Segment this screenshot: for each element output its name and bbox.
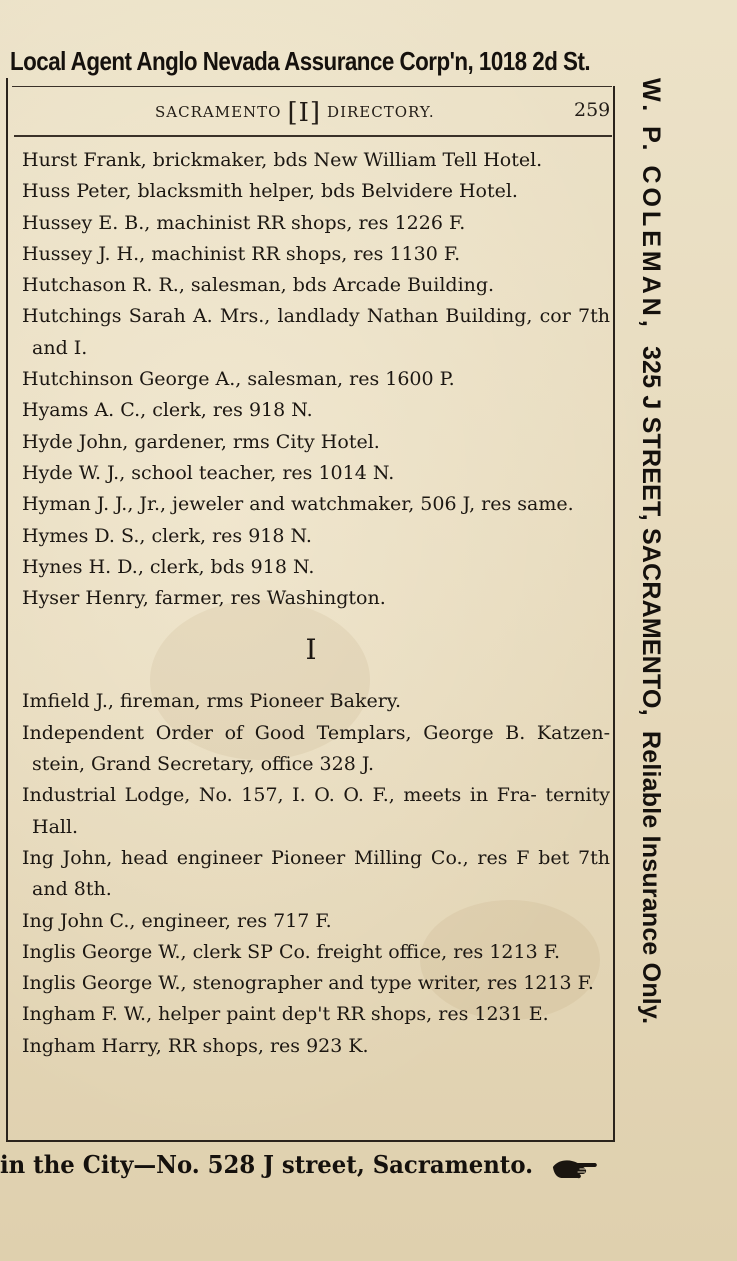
directory-entry: Hynes H. D., clerk, bds 918 N.: [22, 555, 315, 578]
directory-entry: Hyde W. J., school teacher, res 1014 N.: [22, 461, 395, 484]
directory-entry: Hyams A. C., clerk, res 918 N.: [22, 399, 313, 422]
directory-entry: Hussey E. B., machinist RR shops, res 1226 F.: [22, 211, 466, 234]
running-head-city: SACRAMENTO: [155, 103, 282, 121]
header-top-rule: [12, 86, 612, 87]
directory-entry: Huss Peter, blacksmith helper, bds Belvidere Hotel.: [22, 180, 518, 203]
running-head-letter: I: [298, 98, 310, 128]
section-letter-heading: I: [305, 633, 317, 667]
pointing-hand-icon: [551, 1155, 599, 1185]
directory-entry: Hurst Frank, brickmaker, bds New William Tell Hotel.: [22, 149, 543, 171]
left-border-rule: [6, 78, 8, 1140]
directory-entries: [12, 145, 610, 1062]
directory-entry: Independent Order of Good Templars, George B. Katzen- stein, Grand Secretary, office 328 J.: [22, 721, 610, 776]
right-border-rule: [613, 86, 615, 1142]
side-ad-tagline: Reliable Insurance Only.: [637, 731, 665, 1025]
directory-entry: Ingham Harry, RR shops, res 923 K.: [22, 1034, 369, 1057]
side-advertisement: [636, 78, 665, 1024]
directory-entry: Hyde John, gardener, rms City Hotel.: [22, 430, 380, 453]
side-ad-address: 325 J STREET, SACRAMENTO,: [637, 345, 665, 716]
directory-entry: Ing John, head engineer Pioneer Milling Co., res F bet 7th and 8th.: [22, 846, 610, 901]
bottom-border-rule: [6, 1140, 615, 1142]
directory-entry: Inglis George W., clerk SP Co. freight office, res 1213 F.: [22, 940, 560, 963]
directory-entry: Inglis George W., stenographer and type writer, res 1213 F.: [22, 972, 594, 995]
directory-entry: Hutchings Sarah A. Mrs., landlady Nathan Building, cor 7th and I.: [22, 305, 610, 359]
directory-entry: Hutchason R. R., salesman, bds Arcade Building.: [22, 274, 495, 297]
bottom-ad-text: in the City—No. 528 J street, Sacramento.: [0, 1150, 534, 1179]
header-rule: [14, 135, 612, 137]
directory-entry: Hyman J. J., Jr., jeweler and watchmaker, 506 J, res same.: [22, 493, 574, 516]
side-ad-name: W. P. COLEMAN,: [637, 78, 665, 331]
directory-entry: Industrial Lodge, No. 157, I. O. O. F., meets in Fra- ternity Hall.: [22, 784, 610, 838]
page-number: 259: [574, 99, 611, 121]
directory-entry: Hyser Henry, farmer, res Washington.: [22, 587, 386, 610]
top-advertisement: Local Agent Anglo Nevada Assurance Corp'n, 1018 2d St.: [10, 46, 591, 76]
bottom-advertisement: [0, 1150, 598, 1185]
running-head-directory: DIRECTORY.: [327, 103, 435, 121]
directory-entry: Hymes D. S., clerk, res 918 N.: [22, 524, 312, 547]
running-head: SACRAMENTO [I] DIRECTORY.: [155, 98, 435, 128]
directory-entry: Ingham F. W., helper paint dep't RR shops, res 1231 E.: [22, 1003, 549, 1026]
directory-entry: Imfield J., fireman, rms Pioneer Bakery.: [22, 690, 402, 713]
directory-entry: Hutchinson George A., salesman, res 1600 P.: [22, 368, 455, 391]
directory-entry: Ing John C., engineer, res 717 F.: [22, 909, 332, 932]
directory-entry: Hussey J. H., machinist RR shops, res 1130 F.: [22, 242, 461, 265]
